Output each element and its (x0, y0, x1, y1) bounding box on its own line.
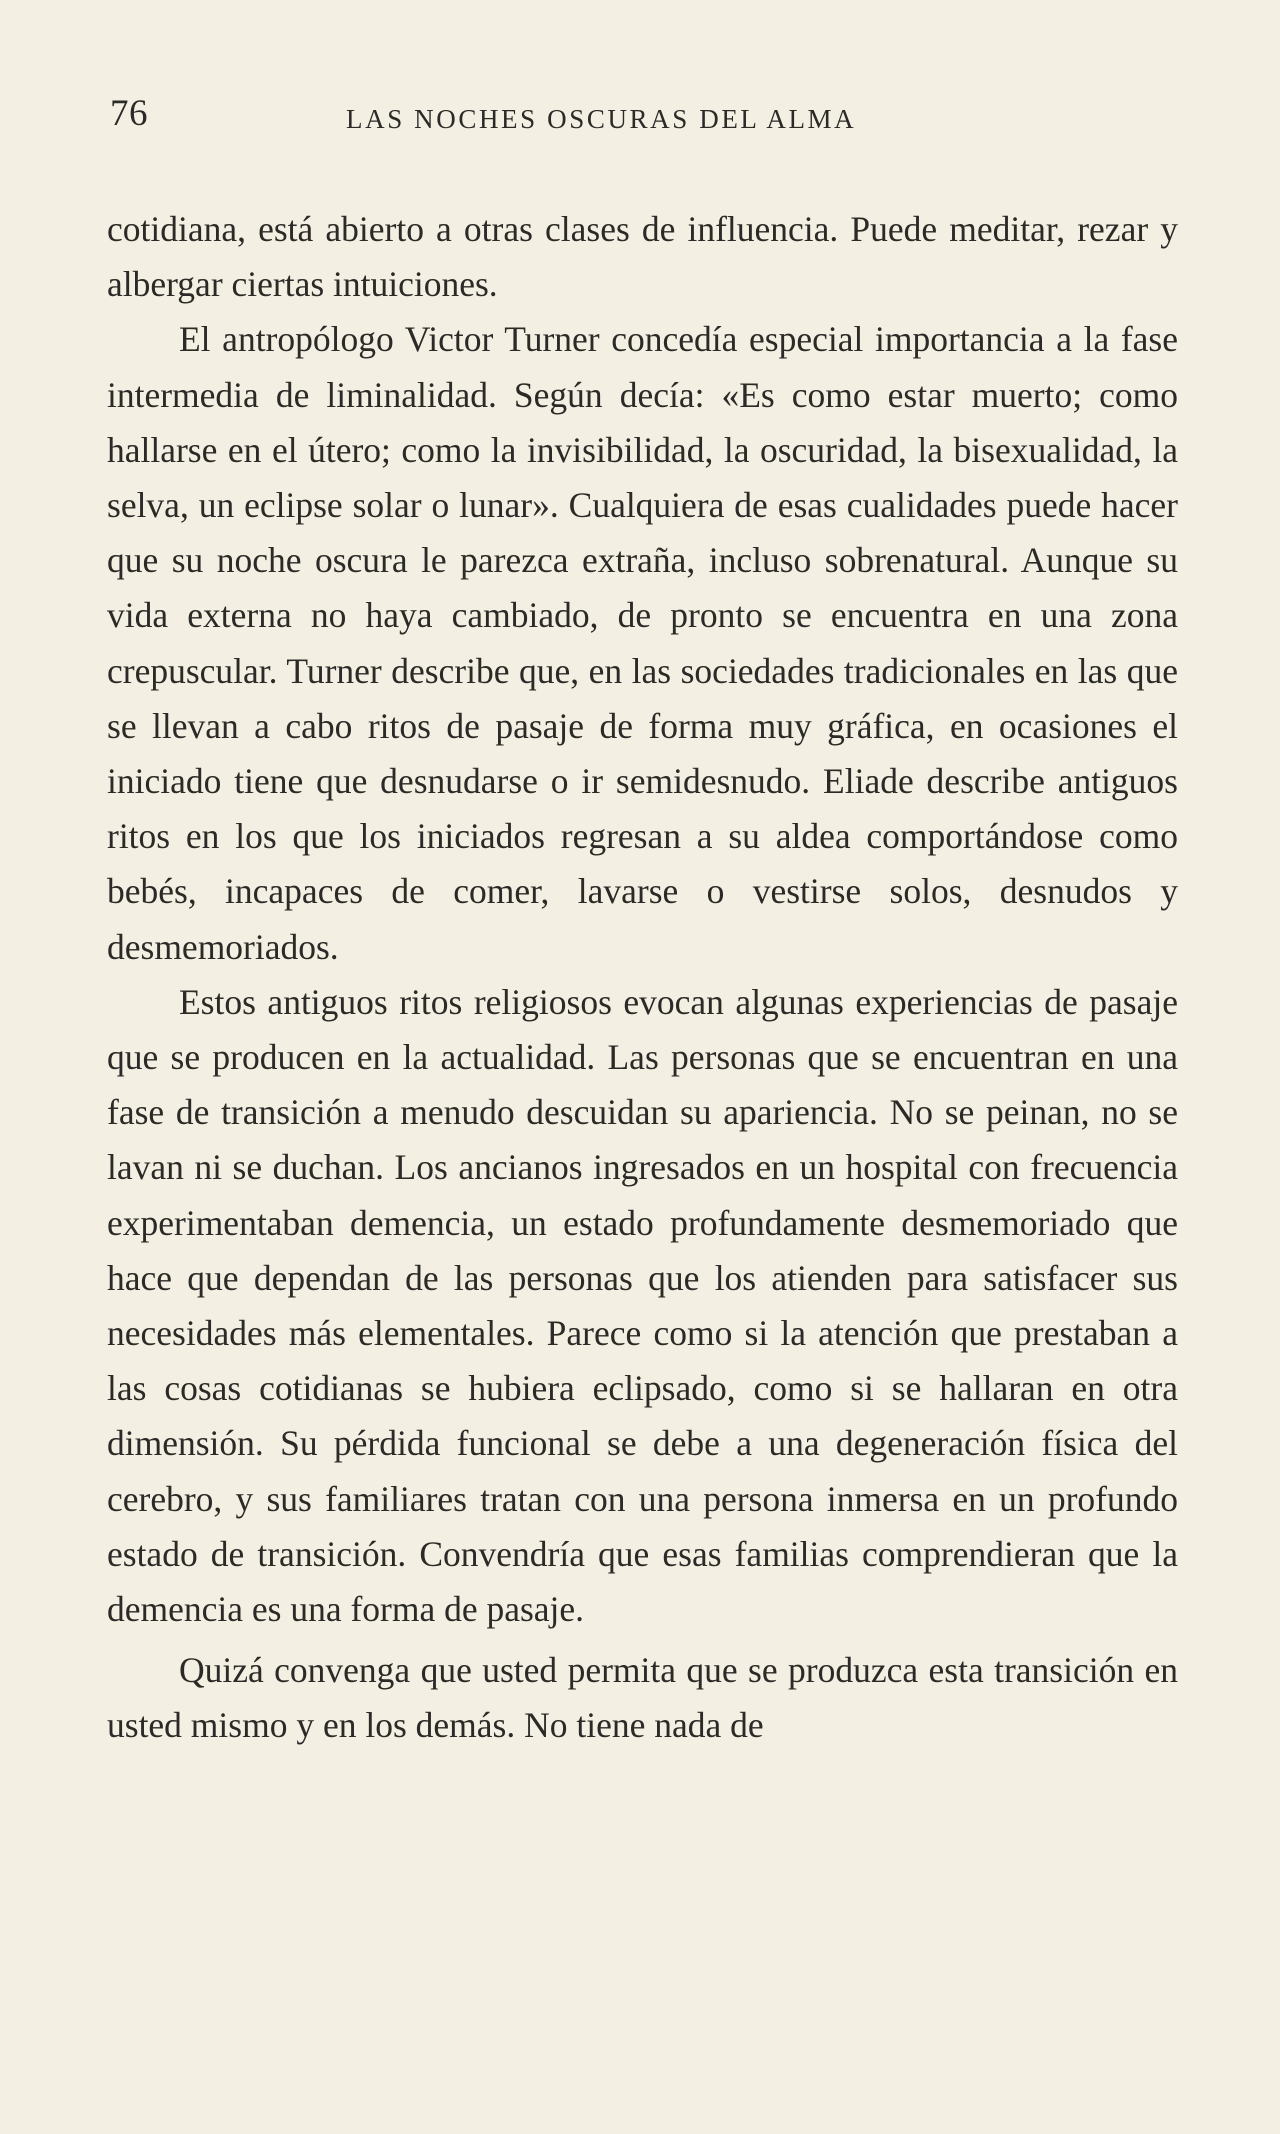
paragraph-continuation: cotidiana, está abierto a otras clases de influencia. Puede meditar, rezar y albergar ciertas intuiciones. (107, 209, 1178, 305)
body-text (107, 202, 1178, 1754)
paragraph-ancient-rites: Estos antiguos ritos religiosos evocan algunas experiencias de pasaje que se producen en la actualidad. Las personas que se encuentran en una fase de transición a menudo descuidan su apariencia. No se peinan, no se lavan ni se duchan. Los ancianos ingresados en un hospital con frecuencia experimentaban demencia, un estado profundamente desmemoriado que hace que dependan de las personas que los atienden para satisfacer sus necesidades más elementales. Parece como si la atención que prestaban a las cosas cotidianas se hubiera eclipsado, como si se hallaran en otra dimensión. Su pérdida funcional se debe a una degeneración física del cerebro, y sus familiares tratan con una persona inmersa en un profundo estado de transición. Convendría que esas familias comprendieran que la demencia es una forma de pasaje. (107, 981, 1178, 1630)
paragraph-turner: El antropólogo Victor Turner concedía especial importancia a la fase intermedia de liminalidad. Según decía: «Es como estar muerto; como hallarse en el útero; como la invisibilidad, la oscuridad, la bisexualidad, la selva, un eclipse solar o lunar». Cualquiera de esas cualidades puede hacer que su noche oscura le parezca extraña, incluso sobrenatural. Aunque su vida externa no haya cambiado, de pronto se encuentra en una zona crepuscular. Turner describe que, en las sociedades tradicionales en las que se llevan a cabo ritos de pasaje de forma muy gráfica, en ocasiones el iniciado tiene que desnudarse o ir semidesnudo. Eliade describe antiguos ritos en los que los iniciados regresan a su aldea comportándose como bebés, incapaces de comer, lavarse o vestirse solos, desnudos y desmemoriados. (107, 319, 1178, 967)
paragraph-transition: Quizá convenga que usted permita que se produzca esta transición en usted mismo y en los demás. No tiene nada de (107, 1650, 1178, 1746)
running-title: LAS NOCHES OSCURAS DEL ALMA (346, 104, 857, 134)
page-number: 76 (110, 93, 148, 134)
running-header (110, 92, 1178, 142)
